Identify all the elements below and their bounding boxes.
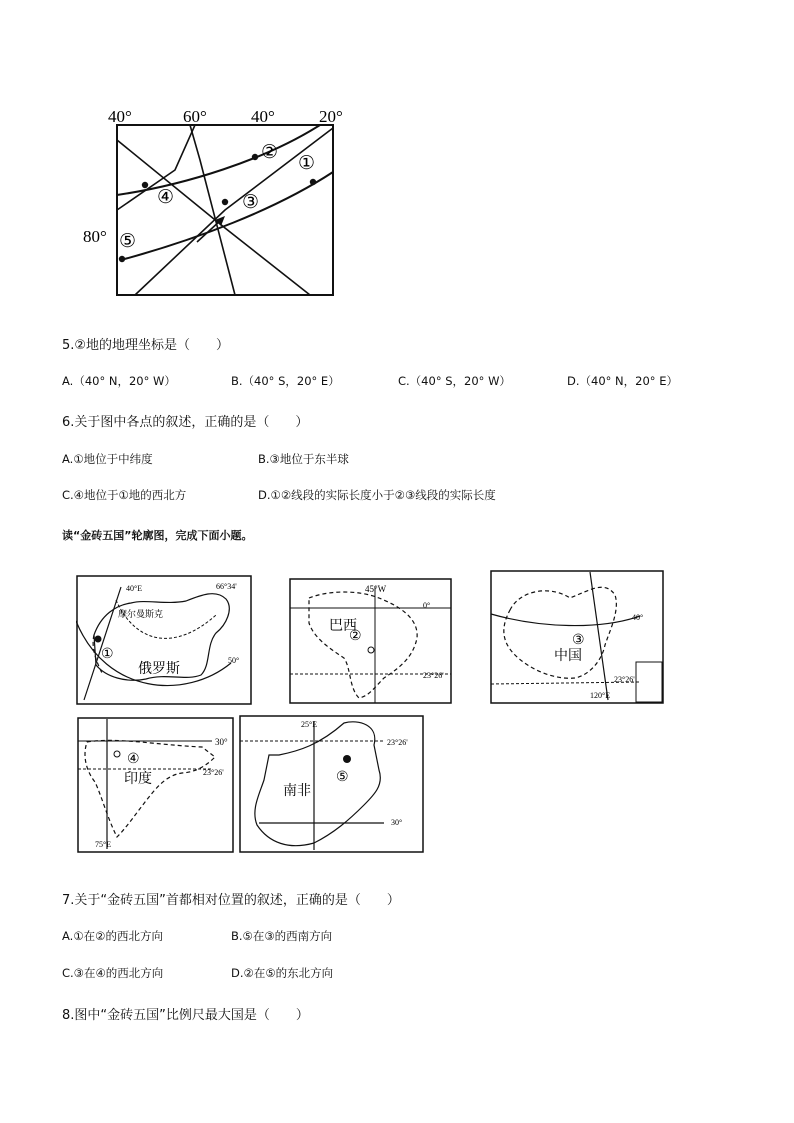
q6-option-b[interactable]: B.③地位于东半球 (258, 452, 349, 466)
russia-name: 俄罗斯 (138, 661, 180, 677)
china-lon-label: 120°E (590, 691, 611, 700)
q5-option-d[interactable]: D.（40° N，20° E） (567, 374, 678, 388)
brazil-eq-label: 0° (423, 601, 431, 610)
q7-option-b[interactable]: B.⑤在③的西南方向 (231, 929, 333, 943)
q6-option-a[interactable]: A.①地位于中纬度 (62, 452, 153, 466)
india-name: 印度 (124, 771, 152, 787)
q7-option-a[interactable]: A.①在②的西北方向 (62, 929, 163, 943)
brazil-name: 巴西 (329, 618, 357, 634)
china-lat-label: 40° (632, 613, 644, 622)
q7-option-d[interactable]: D.②在⑤的东北方向 (231, 966, 334, 980)
southafrica-capital-num: ⑤ (336, 770, 349, 785)
point-5-dot (119, 256, 125, 262)
russia-capital-num: ① (101, 647, 114, 662)
q6-option-d[interactable]: D.①②线段的实际长度小于②③线段的实际长度 (258, 488, 496, 502)
q7-stem: 7.关于“金砖五国”首都相对位置的叙述，正确的是（ ） (62, 893, 400, 908)
lon-label-2: 60° (183, 107, 207, 126)
russia-map (76, 575, 252, 705)
china-trop-label: 23°26' (614, 675, 635, 684)
southafrica-trop-label: 23°26' (387, 738, 408, 747)
lon-label-4: 20° (319, 107, 343, 126)
southafrica-lat-label: 30° (391, 818, 403, 827)
china-capital-num: ③ (572, 633, 585, 648)
q7-option-c[interactable]: C.③在④的西北方向 (62, 966, 164, 980)
meridian-line-1 (117, 140, 310, 295)
graticule-figure (75, 100, 350, 305)
point-2-label: ② (261, 142, 279, 163)
point-2-dot (252, 154, 258, 160)
india-trop-label: 23°26' (203, 768, 224, 777)
q5-option-a[interactable]: A.（40° N，20° W） (62, 374, 176, 388)
lat-label-80: 80° (83, 227, 107, 246)
q5-option-c[interactable]: C.（40° S，20° W） (398, 374, 511, 388)
point-3-dot (222, 199, 228, 205)
russia-city-label: 摩尔曼斯克 (118, 610, 164, 620)
india-capital-num: ④ (127, 752, 140, 767)
china-map (490, 570, 664, 704)
q5-option-b[interactable]: B.（40° S，20° E） (231, 374, 340, 388)
q5-stem: 5.②地的地理坐标是（ ） (62, 338, 230, 353)
brazil-lon-label: 45°W (365, 584, 387, 594)
point-4-label: ④ (157, 187, 175, 208)
point-5-label: ⑤ (119, 231, 137, 252)
china-name: 中国 (554, 648, 582, 664)
india-lat-label: 30° (215, 737, 228, 747)
brics-intro: 读“金砖五国”轮廓图，完成下面小题。 (62, 529, 253, 542)
india-lon-label: 75°E (95, 840, 112, 849)
q6-option-c[interactable]: C.④地位于①地的西北方 (62, 488, 187, 502)
q8-stem: 8.图中“金砖五国”比例尺最大国是（ ） (62, 1008, 309, 1023)
southafrica-map (239, 715, 424, 853)
point-1-dot (310, 179, 316, 185)
india-map (77, 717, 234, 853)
meridian-line-4 (117, 125, 195, 210)
russia-lon2-label: 66°34' (216, 582, 237, 591)
southafrica-name: 南非 (283, 783, 311, 799)
lon-label-3: 40° (251, 107, 275, 126)
southafrica-lon-label: 25°E (301, 720, 318, 729)
southafrica-capital-dot (343, 755, 351, 763)
brazil-map (289, 578, 452, 704)
point-4-dot (142, 182, 148, 188)
point-3-label: ③ (242, 192, 260, 213)
brazil-trop-label: 23°26' (423, 671, 444, 680)
russia-lon-label: 40°E (126, 584, 143, 593)
russia-lat-label: 50° (228, 656, 240, 665)
meridian-line-2 (190, 125, 235, 295)
russia-capital-dot (95, 636, 102, 643)
point-1-label: ① (298, 153, 316, 174)
q6-stem: 6.关于图中各点的叙述，正确的是（ ） (62, 415, 309, 430)
brazil-capital-num: ② (349, 629, 362, 644)
lon-label-1: 40° (108, 107, 132, 126)
